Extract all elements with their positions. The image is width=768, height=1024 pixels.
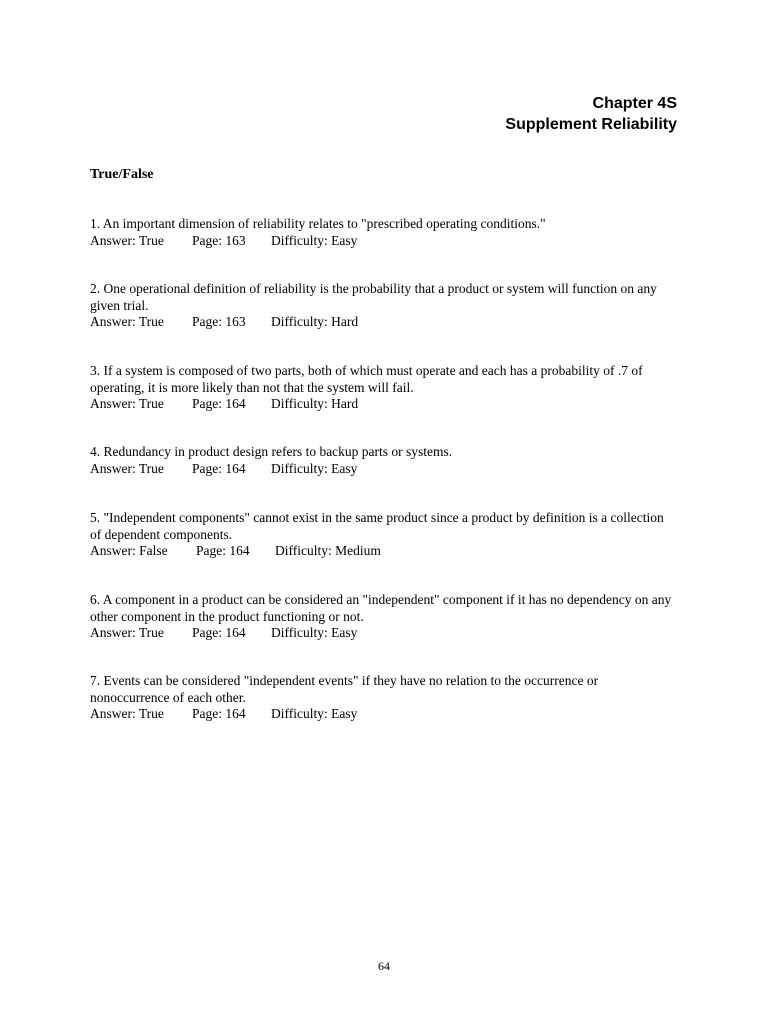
question-item [90, 363, 678, 413]
question-item [90, 444, 678, 477]
chapter-number: Chapter 4S [592, 95, 677, 112]
question-item [90, 216, 678, 249]
difficulty-value: Difficulty: Easy [271, 232, 358, 248]
answer-line [90, 543, 678, 560]
question-text: 4. Redundancy in product design refers to backup parts or systems. [90, 444, 453, 459]
difficulty-value: Difficulty: Hard [271, 314, 359, 329]
answer-line [90, 625, 678, 642]
question-item [90, 592, 678, 642]
answer-line [90, 233, 678, 250]
answer-value: Answer: True [90, 460, 164, 476]
answer-value: Answer: True [90, 625, 164, 640]
page-reference: Page: 164 [192, 460, 246, 476]
question-text: 3. If a system is composed of two parts, both of which must operate and each has a probability of .7 of operating, it is more likely than not that the system will fail. [90, 363, 643, 395]
question-text: 7. Events can be considered "independent events" if they have no relation to the occurrence or nonoccurrence of each other. [90, 673, 599, 705]
answer-value: Answer: True [90, 706, 164, 721]
page-reference: Page: 164 [192, 706, 246, 721]
section-heading: True/False [90, 167, 154, 182]
page-reference: Page: 164 [196, 543, 250, 558]
page-number: 64 [378, 959, 390, 973]
page-reference: Page: 164 [192, 625, 246, 640]
answer-line [90, 396, 678, 413]
page-reference: Page: 163 [192, 314, 246, 329]
answer-value: Answer: True [90, 314, 164, 329]
question-text: 5. "Independent components" cannot exist in the same product since a product by definition is a collection of dependent components. [90, 510, 664, 542]
question-text: 2. One operational definition of reliability is the probability that a product or system will function on any given trial. [90, 281, 657, 313]
chapter-title: Supplement Reliability [505, 116, 677, 133]
difficulty-value: Difficulty: Easy [271, 460, 358, 476]
answer-line [90, 706, 678, 723]
question-item [90, 510, 678, 560]
page-reference: Page: 164 [192, 396, 246, 411]
difficulty-value: Difficulty: Easy [271, 706, 358, 721]
answer-value: Answer: True [90, 396, 164, 411]
page-reference: Page: 163 [192, 232, 246, 248]
answer-value: Answer: False [90, 543, 168, 558]
difficulty-value: Difficulty: Hard [271, 396, 359, 411]
question-text: 6. A component in a product can be considered an "independent" component if it has no dependency on any other component in the product functioning or not. [90, 592, 672, 624]
difficulty-value: Difficulty: Medium [275, 543, 381, 558]
question-item [90, 673, 678, 723]
chapter-header [505, 93, 677, 135]
answer-line [90, 461, 678, 478]
difficulty-value: Difficulty: Easy [271, 625, 358, 640]
answer-value: Answer: True [90, 232, 164, 248]
question-text: 1. An important dimension of reliability relates to "prescribed operating conditions." [90, 216, 546, 231]
question-item [90, 281, 678, 331]
answer-line [90, 314, 678, 331]
